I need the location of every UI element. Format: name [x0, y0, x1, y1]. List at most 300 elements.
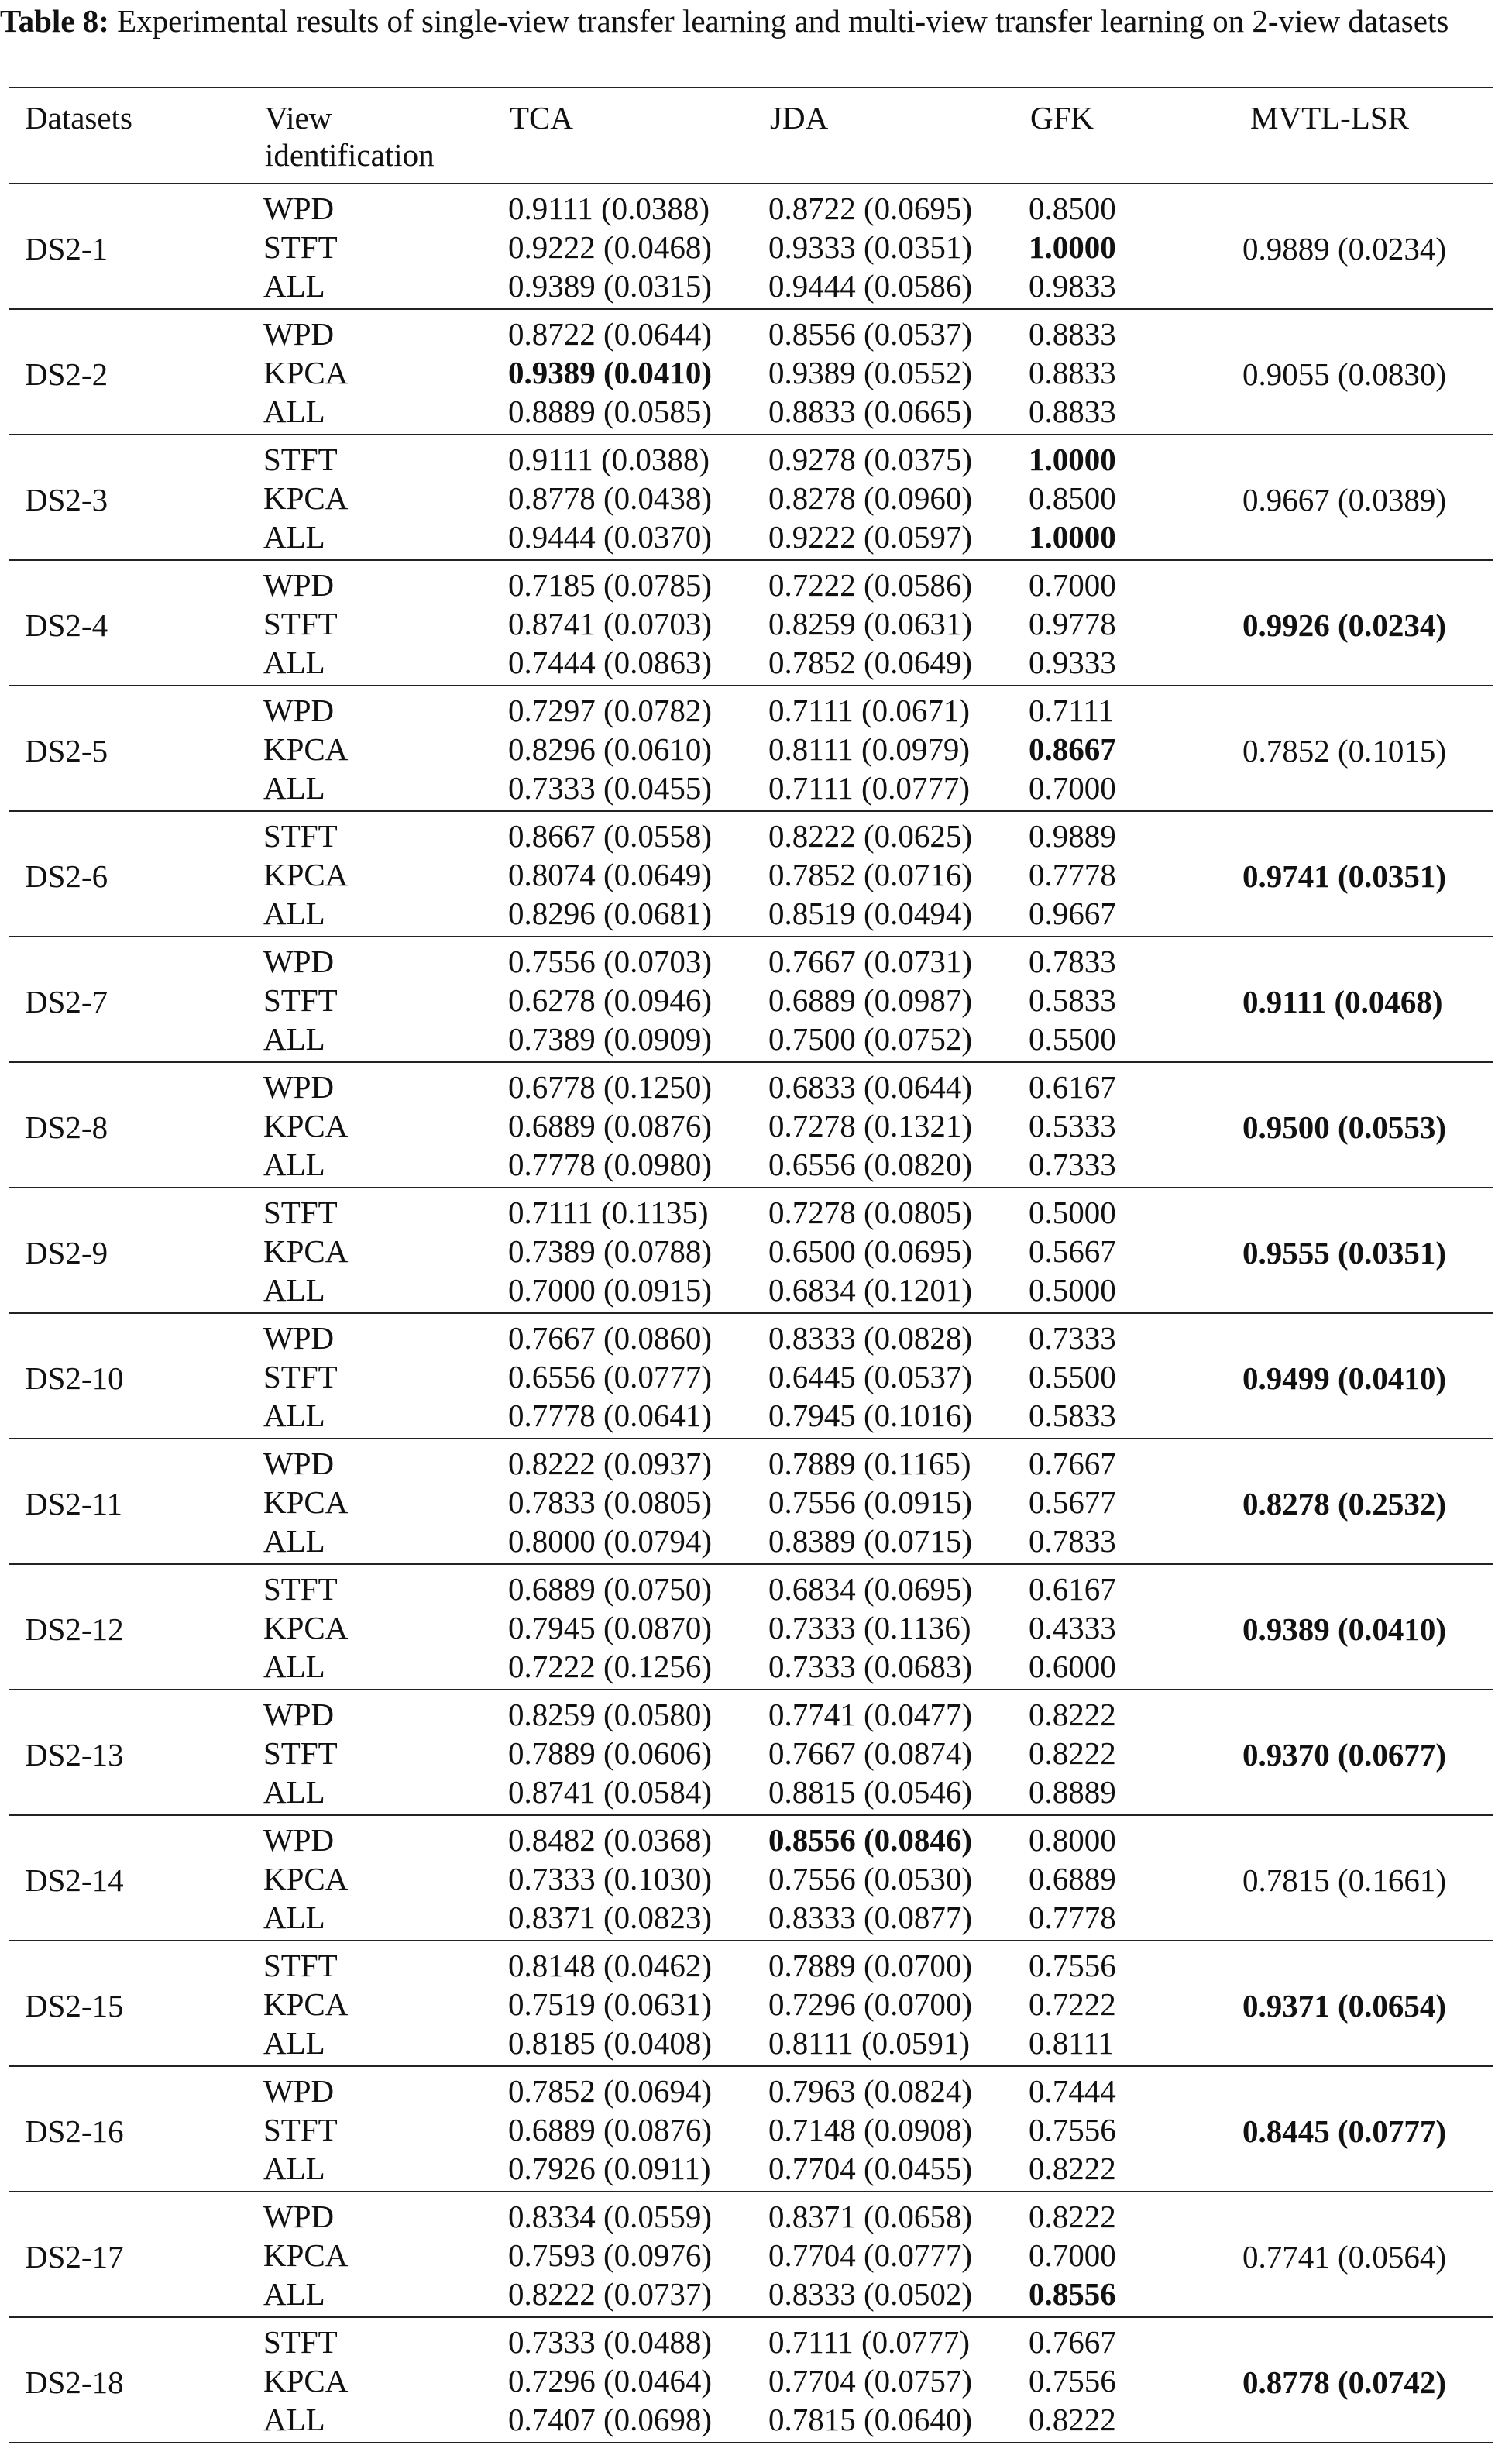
tca-cell: 0.7389 (0.0788): [508, 1233, 713, 1269]
view-cell: WPD: [263, 191, 335, 226]
view-cell: WPD: [263, 1822, 335, 1858]
gfk-cell: 0.7000: [1029, 2237, 1116, 2273]
view-cell: STFT: [263, 606, 338, 641]
tca-cell: 0.7593 (0.0976): [508, 2237, 713, 2273]
tca-cell: 0.7333 (0.0488): [508, 2324, 713, 2360]
dataset-cell: DS2-16: [25, 2113, 124, 2149]
view-cell: WPD: [263, 1320, 335, 1356]
gfk-cell: 0.5500: [1029, 1021, 1116, 1057]
tca-cell: 0.8889 (0.0585): [508, 394, 713, 429]
view-cell: KPCA: [263, 355, 349, 390]
tca-cell: 0.7111 (0.1135): [508, 1195, 709, 1230]
dataset-group: [9, 2192, 1493, 2317]
gfk-cell: 0.8833: [1029, 355, 1116, 390]
jda-cell: 0.8389 (0.0715): [768, 1523, 973, 1559]
jda-cell: 0.8333 (0.0828): [768, 1320, 973, 1356]
dataset-group: [9, 1815, 1493, 1941]
jda-cell: 0.9222 (0.0597): [768, 519, 973, 555]
table-row: [9, 1815, 1493, 1859]
jda-cell: 0.7945 (0.1016): [768, 1398, 973, 1433]
table-row: [9, 184, 1493, 228]
header-gfk: GFK: [1030, 100, 1094, 136]
jda-cell: 0.8722 (0.0695): [768, 191, 973, 226]
gfk-cell: 0.5500: [1029, 1359, 1116, 1394]
view-cell: KPCA: [263, 857, 349, 892]
tca-cell: 0.8074 (0.0649): [508, 857, 713, 892]
dataset-cell: DS2-9: [25, 1235, 108, 1271]
jda-cell: 0.7333 (0.0683): [768, 1649, 973, 1684]
dataset-cell: DS2-13: [25, 1737, 124, 1773]
tca-cell: 0.7389 (0.0909): [508, 1021, 713, 1057]
mvtl-lsr-cell: 0.9370 (0.0677): [1242, 1737, 1447, 1773]
jda-cell: 0.8556 (0.0846): [768, 1822, 973, 1858]
view-cell: KPCA: [263, 731, 349, 767]
dataset-group: [9, 1188, 1493, 1313]
tca-cell: 0.6889 (0.0750): [508, 1571, 713, 1607]
dataset-cell: DS2-2: [25, 356, 108, 392]
gfk-cell: 0.7833: [1029, 944, 1116, 979]
jda-cell: 0.7704 (0.0455): [768, 2151, 973, 2186]
gfk-cell: 0.8500: [1029, 480, 1116, 516]
table-row: [9, 1188, 1493, 1232]
gfk-cell: 0.7333: [1029, 1147, 1116, 1182]
gfk-cell: 0.7778: [1029, 857, 1116, 892]
view-cell: WPD: [263, 1446, 335, 1481]
dataset-cell: DS2-7: [25, 984, 108, 1020]
table-row: [9, 560, 1493, 604]
jda-cell: 0.8259 (0.0631): [768, 606, 973, 641]
tca-cell: 0.6556 (0.0777): [508, 1359, 713, 1394]
table-row: [9, 2192, 1493, 2236]
jda-cell: 0.7667 (0.0731): [768, 944, 973, 979]
jda-cell: 0.6889 (0.0987): [768, 982, 973, 1018]
gfk-cell: 0.8889: [1029, 1774, 1116, 1810]
tca-cell: 0.8259 (0.0580): [508, 1697, 713, 1732]
view-cell: ALL: [263, 1900, 325, 1935]
table-caption: [0, 2, 1510, 40]
gfk-cell: 1.0000: [1029, 229, 1116, 265]
view-cell: ALL: [263, 519, 325, 555]
view-cell: KPCA: [263, 1861, 349, 1897]
table-row: [9, 1690, 1493, 1734]
gfk-cell: 1.0000: [1029, 519, 1116, 555]
gfk-cell: 0.6000: [1029, 1649, 1116, 1684]
jda-cell: 0.8556 (0.0537): [768, 316, 973, 352]
mvtl-lsr-cell: 0.8445 (0.0777): [1242, 2113, 1447, 2149]
view-cell: ALL: [263, 2151, 325, 2186]
gfk-cell: 0.7000: [1029, 567, 1116, 603]
jda-cell: 0.8222 (0.0625): [768, 818, 973, 854]
mvtl-lsr-cell: 0.9371 (0.0654): [1242, 1988, 1447, 2024]
table-row: [9, 686, 1493, 730]
jda-cell: 0.7741 (0.0477): [768, 1697, 973, 1732]
dataset-cell: DS2-5: [25, 733, 108, 769]
gfk-cell: 0.9667: [1029, 896, 1116, 931]
mvtl-lsr-cell: 0.9667 (0.0389): [1242, 482, 1447, 518]
jda-cell: 0.7278 (0.1321): [768, 1108, 973, 1143]
jda-cell: 0.7704 (0.0757): [768, 2363, 973, 2399]
table-row: [9, 435, 1493, 479]
tca-cell: 0.8222 (0.0937): [508, 1446, 713, 1481]
view-cell: STFT: [263, 1735, 338, 1771]
jda-cell: 0.7556 (0.0915): [768, 1484, 973, 1520]
view-cell: KPCA: [263, 1610, 349, 1645]
tca-cell: 0.7297 (0.0782): [508, 693, 713, 728]
view-cell: WPD: [263, 316, 335, 352]
jda-cell: 0.7889 (0.1165): [768, 1446, 971, 1481]
tca-cell: 0.9389 (0.0315): [508, 268, 713, 304]
dataset-group: [9, 1941, 1493, 2066]
results-table: [9, 87, 1493, 2443]
dataset-cell: DS2-12: [25, 1611, 124, 1647]
jda-cell: 0.6500 (0.0695): [768, 1233, 973, 1269]
gfk-cell: 0.8222: [1029, 2199, 1116, 2234]
dataset-group: [9, 2317, 1493, 2443]
dataset-cell: DS2-3: [25, 482, 108, 518]
jda-cell: 0.8111 (0.0591): [768, 2025, 971, 2061]
jda-cell: 0.7667 (0.0874): [768, 1735, 973, 1771]
tca-cell: 0.8778 (0.0438): [508, 480, 713, 516]
tca-cell: 0.8296 (0.0610): [508, 731, 713, 767]
tca-cell: 0.6889 (0.0876): [508, 2112, 713, 2148]
view-cell: ALL: [263, 1774, 325, 1810]
mvtl-lsr-cell: 0.9389 (0.0410): [1242, 1611, 1447, 1647]
tca-cell: 0.8222 (0.0737): [508, 2276, 713, 2312]
dataset-cell: DS2-6: [25, 858, 108, 894]
gfk-cell: 0.7444: [1029, 2073, 1116, 2109]
view-cell: ALL: [263, 645, 325, 680]
tca-cell: 0.7833 (0.0805): [508, 1484, 713, 1520]
jda-cell: 0.8278 (0.0960): [768, 480, 973, 516]
dataset-cell: DS2-10: [25, 1360, 124, 1396]
gfk-cell: 0.9833: [1029, 268, 1116, 304]
dataset-group: [9, 811, 1493, 937]
mvtl-lsr-cell: 0.9499 (0.0410): [1242, 1360, 1447, 1396]
tca-cell: 0.7000 (0.0915): [508, 1272, 713, 1308]
mvtl-lsr-cell: 0.9055 (0.0830): [1242, 356, 1447, 392]
gfk-cell: 0.5677: [1029, 1484, 1116, 1520]
header-view-identification: View identification: [265, 100, 435, 173]
gfk-cell: 0.7556: [1029, 2112, 1116, 2148]
jda-cell: 0.7500 (0.0752): [768, 1021, 973, 1057]
header-row: [9, 88, 1493, 184]
gfk-cell: 0.8111: [1029, 2025, 1114, 2061]
tca-cell: 0.8334 (0.0559): [508, 2199, 713, 2234]
table-row: [9, 937, 1493, 981]
view-cell: ALL: [263, 2025, 325, 2061]
jda-cell: 0.8833 (0.0665): [768, 394, 973, 429]
dataset-group: [9, 309, 1493, 435]
caption-text: Experimental results of single-view transfer learning and multi-view transfer learning on 2-view datasets: [117, 3, 1449, 39]
gfk-cell: 0.6167: [1029, 1571, 1116, 1607]
view-cell: WPD: [263, 693, 335, 728]
jda-cell: 0.6834 (0.1201): [768, 1272, 973, 1308]
tca-cell: 0.7556 (0.0703): [508, 944, 713, 979]
tca-cell: 0.7222 (0.1256): [508, 1649, 713, 1684]
dataset-group: [9, 1690, 1493, 1815]
view-cell: STFT: [263, 818, 338, 854]
mvtl-lsr-cell: 0.7852 (0.1015): [1242, 733, 1447, 769]
tca-cell: 0.9111 (0.0388): [508, 191, 710, 226]
view-cell: KPCA: [263, 1233, 349, 1269]
gfk-cell: 0.7833: [1029, 1523, 1116, 1559]
jda-cell: 0.8371 (0.0658): [768, 2199, 973, 2234]
view-cell: WPD: [263, 944, 335, 979]
jda-cell: 0.7333 (0.1136): [768, 1610, 971, 1645]
gfk-cell: 0.7222: [1029, 1986, 1116, 2022]
dataset-cell: DS2-15: [25, 1988, 124, 2024]
view-cell: WPD: [263, 2073, 335, 2109]
view-cell: KPCA: [263, 1108, 349, 1143]
gfk-cell: 0.5000: [1029, 1272, 1116, 1308]
view-cell: WPD: [263, 1069, 335, 1105]
gfk-cell: 1.0000: [1029, 442, 1116, 477]
tca-cell: 0.7333 (0.0455): [508, 770, 713, 806]
table-row: [9, 1439, 1493, 1483]
gfk-cell: 0.4333: [1029, 1610, 1116, 1645]
dataset-group: [9, 2066, 1493, 2192]
dataset-cell: DS2-18: [25, 2364, 124, 2400]
table-row: [9, 309, 1493, 353]
tca-cell: 0.7407 (0.0698): [508, 2402, 713, 2437]
mvtl-lsr-cell: 0.9111 (0.0468): [1242, 984, 1443, 1020]
view-cell: KPCA: [263, 1484, 349, 1520]
jda-cell: 0.9444 (0.0586): [768, 268, 973, 304]
gfk-cell: 0.8222: [1029, 2151, 1116, 2186]
gfk-cell: 0.8500: [1029, 191, 1116, 226]
gfk-cell: 0.7556: [1029, 2363, 1116, 2399]
tca-cell: 0.9444 (0.0370): [508, 519, 713, 555]
view-cell: WPD: [263, 2199, 335, 2234]
view-cell: ALL: [263, 2402, 325, 2437]
jda-cell: 0.7963 (0.0824): [768, 2073, 973, 2109]
mvtl-lsr-cell: 0.8278 (0.2532): [1242, 1486, 1447, 1522]
dataset-group: [9, 937, 1493, 1062]
gfk-cell: 0.9778: [1029, 606, 1116, 641]
gfk-cell: 0.8222: [1029, 1735, 1116, 1771]
gfk-cell: 0.5000: [1029, 1195, 1116, 1230]
jda-cell: 0.7111 (0.0777): [768, 2324, 971, 2360]
view-cell: STFT: [263, 2324, 338, 2360]
header-jda: JDA: [770, 100, 829, 136]
view-cell: ALL: [263, 394, 325, 429]
gfk-cell: 0.8833: [1029, 316, 1116, 352]
gfk-cell: 0.5833: [1029, 982, 1116, 1018]
gfk-cell: 0.8667: [1029, 731, 1116, 767]
dataset-group: [9, 686, 1493, 811]
gfk-cell: 0.8000: [1029, 1822, 1116, 1858]
gfk-cell: 0.7333: [1029, 1320, 1116, 1356]
dataset-cell: DS2-11: [25, 1486, 123, 1522]
view-cell: ALL: [263, 1398, 325, 1433]
tca-cell: 0.9111 (0.0388): [508, 442, 710, 477]
view-cell: KPCA: [263, 1986, 349, 2022]
jda-cell: 0.7296 (0.0700): [768, 1986, 973, 2022]
mvtl-lsr-cell: 0.7741 (0.0564): [1242, 2239, 1447, 2275]
gfk-cell: 0.9333: [1029, 645, 1116, 680]
view-cell: ALL: [263, 1147, 325, 1182]
table-row: [9, 2066, 1493, 2110]
jda-cell: 0.6556 (0.0820): [768, 1147, 973, 1182]
tca-cell: 0.7296 (0.0464): [508, 2363, 713, 2399]
jda-cell: 0.6445 (0.0537): [768, 1359, 973, 1394]
gfk-cell: 0.6167: [1029, 1069, 1116, 1105]
jda-cell: 0.7148 (0.0908): [768, 2112, 973, 2148]
jda-cell: 0.9333 (0.0351): [768, 229, 973, 265]
tca-cell: 0.7778 (0.0641): [508, 1398, 713, 1433]
jda-cell: 0.8815 (0.0546): [768, 1774, 973, 1810]
jda-cell: 0.7815 (0.0640): [768, 2402, 973, 2437]
view-cell: STFT: [263, 1571, 338, 1607]
dataset-group: [9, 1564, 1493, 1690]
tca-cell: 0.7333 (0.1030): [508, 1861, 713, 1897]
header-mvtl-lsr: MVTL-LSR: [1250, 100, 1409, 136]
jda-cell: 0.7852 (0.0716): [768, 857, 973, 892]
view-cell: STFT: [263, 1359, 338, 1394]
dataset-cell: DS2-8: [25, 1109, 108, 1145]
jda-cell: 0.7556 (0.0530): [768, 1861, 973, 1897]
tca-cell: 0.8667 (0.0558): [508, 818, 713, 854]
view-cell: KPCA: [263, 480, 349, 516]
view-cell: STFT: [263, 2112, 338, 2148]
dataset-group: [9, 1439, 1493, 1564]
gfk-cell: 0.5333: [1029, 1108, 1116, 1143]
gfk-cell: 0.9889: [1029, 818, 1116, 854]
tca-cell: 0.6778 (0.1250): [508, 1069, 713, 1105]
jda-cell: 0.7704 (0.0777): [768, 2237, 973, 2273]
gfk-cell: 0.7111: [1029, 693, 1114, 728]
view-cell: ALL: [263, 1523, 325, 1559]
mvtl-lsr-cell: 0.9500 (0.0553): [1242, 1109, 1447, 1145]
view-cell: STFT: [263, 1948, 338, 1983]
dataset-cell: DS2-1: [25, 231, 108, 267]
view-cell: ALL: [263, 896, 325, 931]
view-cell: ALL: [263, 1272, 325, 1308]
tca-cell: 0.7519 (0.0631): [508, 1986, 713, 2022]
dataset-group: [9, 184, 1493, 309]
view-cell: WPD: [263, 1697, 335, 1732]
gfk-cell: 0.7778: [1029, 1900, 1116, 1935]
jda-cell: 0.7278 (0.0805): [768, 1195, 973, 1230]
tca-cell: 0.9222 (0.0468): [508, 229, 713, 265]
view-cell: ALL: [263, 1021, 325, 1057]
jda-cell: 0.9278 (0.0375): [768, 442, 973, 477]
header-tca: TCA: [510, 100, 573, 136]
tca-cell: 0.7926 (0.0911): [508, 2151, 711, 2186]
table-row: [9, 1313, 1493, 1357]
tca-cell: 0.7185 (0.0785): [508, 567, 713, 603]
jda-cell: 0.7889 (0.0700): [768, 1948, 973, 1983]
jda-cell: 0.8333 (0.0502): [768, 2276, 973, 2312]
mvtl-lsr-cell: 0.7815 (0.1661): [1242, 1862, 1447, 1898]
jda-cell: 0.8111 (0.0979): [768, 731, 971, 767]
table-header: [9, 88, 1493, 184]
view-cell: ALL: [263, 770, 325, 806]
caption-label: Table 8:: [0, 3, 109, 39]
table-row: [9, 1062, 1493, 1106]
tca-cell: 0.8296 (0.0681): [508, 896, 713, 931]
tca-cell: 0.7889 (0.0606): [508, 1735, 713, 1771]
dataset-cell: DS2-14: [25, 1862, 124, 1898]
view-cell: KPCA: [263, 2363, 349, 2399]
view-cell: STFT: [263, 442, 338, 477]
tca-cell: 0.8722 (0.0644): [508, 316, 713, 352]
gfk-cell: 0.7667: [1029, 1446, 1116, 1481]
table-row: [9, 2317, 1493, 2361]
dataset-group: [9, 560, 1493, 686]
jda-cell: 0.9389 (0.0552): [768, 355, 973, 390]
tca-cell: 0.6278 (0.0946): [508, 982, 713, 1018]
tca-cell: 0.8482 (0.0368): [508, 1822, 713, 1858]
jda-cell: 0.6834 (0.0695): [768, 1571, 973, 1607]
dataset-cell: DS2-4: [25, 607, 108, 643]
tca-cell: 0.9389 (0.0410): [508, 355, 713, 390]
gfk-cell: 0.8833: [1029, 394, 1116, 429]
tca-cell: 0.8148 (0.0462): [508, 1948, 713, 1983]
gfk-cell: 0.7667: [1029, 2324, 1116, 2360]
gfk-cell: 0.7000: [1029, 770, 1116, 806]
gfk-cell: 0.8222: [1029, 2402, 1116, 2437]
gfk-cell: 0.8222: [1029, 1697, 1116, 1732]
tca-cell: 0.7852 (0.0694): [508, 2073, 713, 2109]
mvtl-lsr-cell: 0.9926 (0.0234): [1242, 607, 1447, 643]
jda-cell: 0.8519 (0.0494): [768, 896, 973, 931]
gfk-cell: 0.6889: [1029, 1861, 1116, 1897]
mvtl-lsr-cell: 0.8778 (0.0742): [1242, 2364, 1447, 2400]
tca-cell: 0.8185 (0.0408): [508, 2025, 713, 2061]
mvtl-lsr-cell: 0.9555 (0.0351): [1242, 1235, 1447, 1271]
jda-cell: 0.8333 (0.0877): [768, 1900, 973, 1935]
table-row: [9, 1941, 1493, 1985]
mvtl-lsr-cell: 0.9741 (0.0351): [1242, 858, 1447, 894]
view-cell: ALL: [263, 2276, 325, 2312]
jda-cell: 0.7222 (0.0586): [768, 567, 973, 603]
tca-cell: 0.8371 (0.0823): [508, 1900, 713, 1935]
view-cell: STFT: [263, 982, 338, 1018]
table-row: [9, 811, 1493, 855]
view-cell: STFT: [263, 1195, 338, 1230]
jda-cell: 0.7111 (0.0777): [768, 770, 971, 806]
jda-cell: 0.7111 (0.0671): [768, 693, 971, 728]
gfk-cell: 0.5667: [1029, 1233, 1116, 1269]
jda-cell: 0.7852 (0.0649): [768, 645, 973, 680]
dataset-group: [9, 1062, 1493, 1188]
tca-cell: 0.7945 (0.0870): [508, 1610, 713, 1645]
tca-cell: 0.8000 (0.0794): [508, 1523, 713, 1559]
tca-cell: 0.7444 (0.0863): [508, 645, 713, 680]
tca-cell: 0.8741 (0.0584): [508, 1774, 713, 1810]
gfk-cell: 0.8556: [1029, 2276, 1116, 2312]
view-cell: WPD: [263, 567, 335, 603]
view-cell: STFT: [263, 229, 338, 265]
view-cell: KPCA: [263, 2237, 349, 2273]
table-row: [9, 1564, 1493, 1608]
jda-cell: 0.6833 (0.0644): [768, 1069, 973, 1105]
header-datasets: Datasets: [25, 100, 132, 136]
tca-cell: 0.8741 (0.0703): [508, 606, 713, 641]
view-cell: ALL: [263, 1649, 325, 1684]
dataset-group: [9, 1313, 1493, 1439]
tca-cell: 0.6889 (0.0876): [508, 1108, 713, 1143]
mvtl-lsr-cell: 0.9889 (0.0234): [1242, 231, 1447, 267]
gfk-cell: 0.5833: [1029, 1398, 1116, 1433]
view-cell: ALL: [263, 268, 325, 304]
dataset-group: [9, 435, 1493, 560]
gfk-cell: 0.7556: [1029, 1948, 1116, 1983]
dataset-cell: DS2-17: [25, 2239, 124, 2275]
tca-cell: 0.7667 (0.0860): [508, 1320, 713, 1356]
tca-cell: 0.7778 (0.0980): [508, 1147, 713, 1182]
